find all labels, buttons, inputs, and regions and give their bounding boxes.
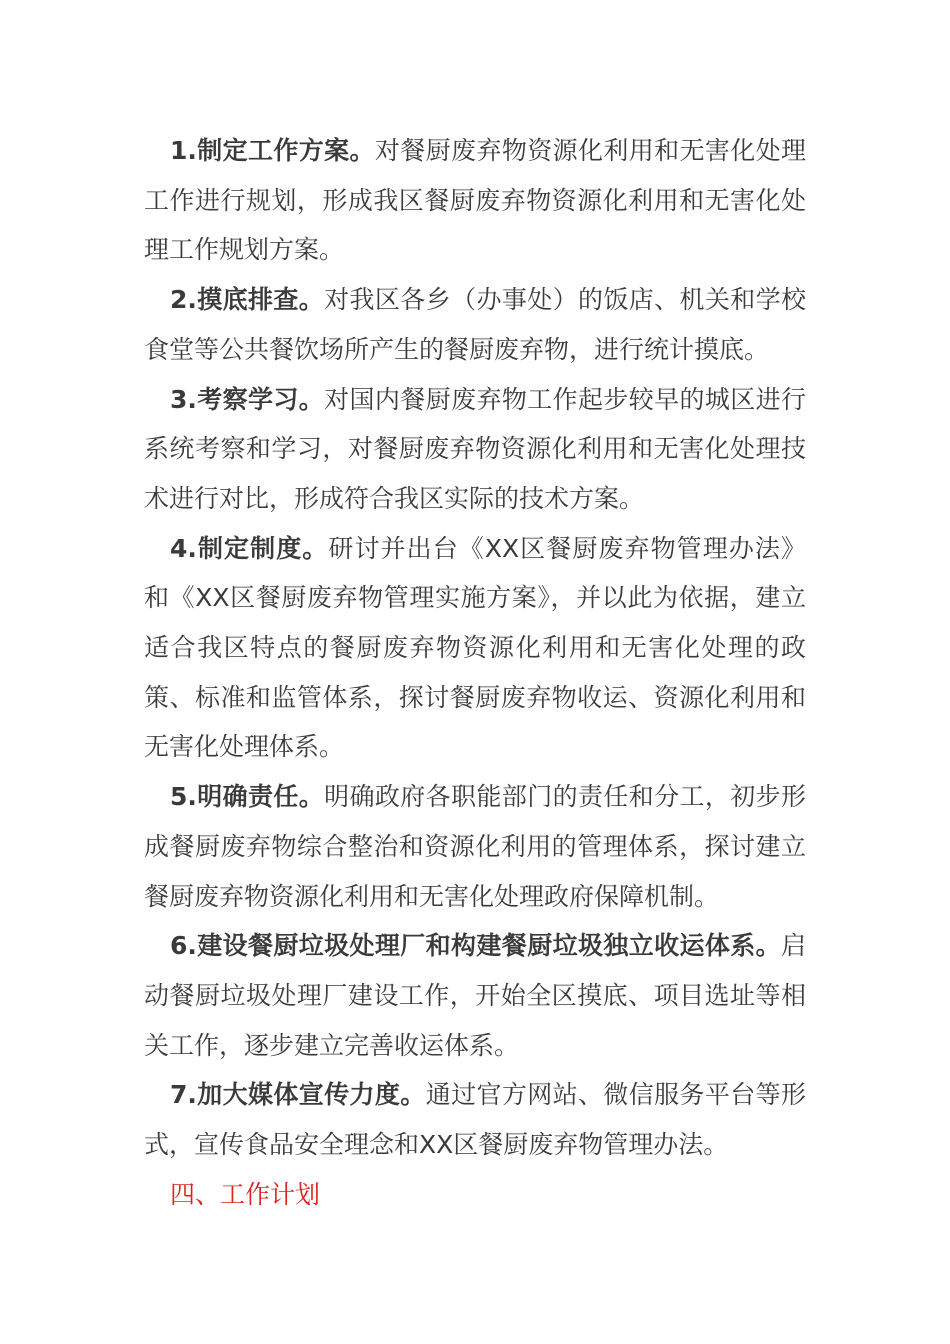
item-2-paragraph [144,275,806,374]
item-5-paragraph [144,772,806,921]
item-4-paragraph [144,524,806,773]
item-4-lead: 4.制定制度。 [170,533,329,563]
item-7-lead: 7.加大媒体宣传力度。 [170,1080,426,1110]
item-3-text: 对国内餐厨废弃物工作起步较早的城区进行系统考察和学习，对餐厨废弃物资源化利用和无害化处理技术进行对比，形成符合我区实际的技术方案。 [144,384,806,513]
item-6-text: 启动餐厨垃圾处理厂建设工作，开始全区摸底、项目选址等相关工作，逐步建立完善收运体系。 [144,931,806,1060]
item-7-paragraph [144,1070,806,1169]
item-2-text: 对我区各乡（办事处）的饭店、机关和学校食堂等公共餐饮场所产生的餐厨废弃物，进行统计摸底。 [144,285,806,364]
item-6-paragraph [144,921,806,1070]
item-4-text: 研讨并出台《XX区餐厨废弃物管理办法》和《XX区餐厨废弃物管理实施方案》，并以此为依据，建立适合我区特点的餐厨废弃物资源化利用和无害化处理的政策、标准和监管体系，探讨餐厨废弃物收运、资源化利用和无害化处理体系。 [144,533,806,762]
document-body [144,126,806,1219]
item-3-paragraph [144,375,806,524]
item-2-lead: 2.摸底排查。 [170,285,325,315]
item-5-lead: 5.明确责任。 [170,782,325,812]
item-7-text: 通过官方网站、微信服务平台等形式，宣传食品安全理念和XX区餐厨废弃物管理办法。 [144,1080,806,1160]
section-heading-work-plan: 四、工作计划 [170,1179,321,1209]
item-1-text: 对餐厨废弃物资源化利用和无害化处理工作进行规划，形成我区餐厨废弃物资源化利用和无害化处理工作规划方案。 [144,136,806,265]
item-3-lead: 3.考察学习。 [170,384,325,414]
item-1-paragraph [144,126,806,275]
item-1-lead: 1.制定工作方案。 [170,136,375,165]
item-5-text: 明确政府各职能部门的责任和分工，初步形成餐厨废弃物综合整治和资源化利用的管理体系，探讨建立餐厨废弃物资源化利用和无害化处理政府保障机制。 [144,782,806,911]
item-6-lead: 6.建设餐厨垃圾处理厂和构建餐厨垃圾独立收运体系。 [170,931,781,961]
